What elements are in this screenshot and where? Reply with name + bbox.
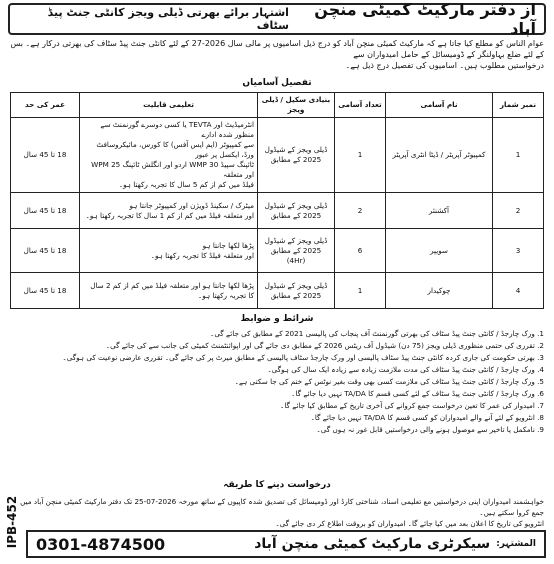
header-box [8, 0, 546, 38]
rule-item: 3. بھرتی حکومت کی جاری کردہ کانٹی جنٹ پیڈ سٹاف پالیسی اور ورک چارجڈ سٹاف پالیسی کے مطابق میرٹ پر کی جائے گی۔ تقرری عارضی نوعیت کی ہوگی۔ [62, 353, 544, 362]
row-pay [258, 273, 335, 309]
header-qualification: تعلیمی قابلیت [80, 93, 258, 118]
row-count: 1 [335, 118, 386, 193]
row-age: 18 تا 45 سال [11, 118, 80, 193]
rule-item: 1. ورک چارجڈ / کانٹی جنٹ پیڈ سٹاف کی بھرتی گورنمنٹ آف پنجاب کی پالیسی 2021 کے مطابق کی جائے گی۔ [210, 329, 544, 338]
row-no: 2 [493, 193, 544, 229]
table-row [11, 118, 544, 193]
advertiser-label: المشتہر: [496, 539, 536, 549]
rule-item: 7. امیدوار کی عمر کا تعین درخواست جمع کروانے کی آخری تاریخ کے مطابق کیا جائے گا۔ [280, 401, 544, 410]
rule-item: 9. نامکمل یا تاخیر سے موصول ہونے والی درخواستیں قابل غور نہ ہوں گی۔ [316, 425, 544, 434]
pay-line: ڈیلی ویجز کے شیڈول [264, 235, 328, 245]
row-count: 1 [335, 273, 386, 309]
pay-line: (4Hr) [286, 255, 306, 265]
header-no: نمبر شمار [493, 93, 544, 118]
header-age: عمر کی حد [11, 93, 80, 118]
row-count: 2 [335, 193, 386, 229]
secretary-name: سیکرٹری مارکیٹ کمیٹی منچن آباد [254, 536, 491, 552]
row-no: 1 [493, 118, 544, 193]
row-pay [258, 229, 335, 273]
pay-line: 2025 کے مطابق [270, 290, 322, 300]
row-post: کمپیوٹر آپریٹر / ڈیٹا انٹری آپریٹر [386, 118, 493, 193]
row-qualification [80, 193, 258, 229]
rules-list [10, 328, 544, 436]
side-code [4, 486, 20, 558]
table-row [11, 273, 544, 309]
row-age: 18 تا 45 سال [11, 193, 80, 229]
office-title: از دفتر مارکیٹ کمیٹی منچن آباد [314, 0, 536, 38]
apply-instructions [10, 496, 544, 529]
intro-line: درخواستیں مطلوب ہیں۔ اسامیوں کی تفصیل درج ذیل ہے۔ [345, 61, 544, 70]
row-pay [258, 193, 335, 229]
posts-table [10, 92, 544, 309]
row-no: 3 [493, 229, 544, 273]
row-qualification [80, 118, 258, 193]
side-code-text: IPB-452 [5, 495, 19, 549]
rule-item: 2. تقرری کی حتمی منظوری ڈیلی ویجز (75 دن) شیڈول آف ریٹس 2026 کے مطابق دی جائے گی اور اپوائنٹمنٹ کمیٹی کی جانب سے کی جائے گی۔ [105, 341, 544, 350]
header-pay: بنیادی سکیل / ڈیلی ویجز [258, 93, 335, 118]
footer-box [26, 530, 546, 558]
table-title: تفصیل آسامیاں [242, 78, 312, 88]
qual-line: سے کمپیوٹر (ایم ایس آفس) کا کورس، مائیکروسافٹ ورڈ، ایکسل پر عبور [96, 140, 254, 159]
row-age: 18 تا 45 سال [11, 229, 80, 273]
qual-line: اور متعلقہ فیلڈ کا تجربہ رکھتا ہو۔ [150, 250, 254, 260]
qual-line: انٹرمیڈیٹ اور TEVTA یا کسی دوسرے گورنمنٹ سے منظور شدہ ادارے [100, 120, 254, 139]
apply-line: انٹرویو کی تاریخ کا اعلان بعد میں کیا جائے گا۔ امیدواران کو بروقت اطلاع کر دی جائے گی۔ [275, 519, 544, 528]
row-post: سویپر [386, 229, 493, 273]
rule-item: 8. انٹرویو کے لئے آنے والے امیدواران کو کسی قسم کا TA/DA نہیں دیا جائے گا۔ [310, 413, 544, 422]
row-qualification [80, 273, 258, 309]
table-row [11, 229, 544, 273]
pay-line: 2025 کے مطابق [270, 245, 322, 255]
qual-line: اور متعلقہ فیلڈ میں کم از کم 1 سال کا تجربہ رکھتا ہو۔ [85, 210, 254, 220]
row-post: آکشنئر [386, 193, 493, 229]
row-no: 4 [493, 273, 544, 309]
header-post: نام آسامی [386, 93, 493, 118]
pay-line: ڈیلی ویجز کے شیڈول [264, 280, 328, 290]
apply-line: خواہشمند امیدواران اپنی درخواستیں مع تعلیمی اسناد، شناختی کارڈ اور ڈومیسائل کی تصدیق شدہ کاپیوں کے ساتھ مورخہ 2026-07-25 تک دفتر مارکیٹ کمیٹی منچن آباد میں جمع کروا سکتے ہیں۔ [20, 497, 544, 517]
row-count: 6 [335, 229, 386, 273]
pay-line: 2025 کے مطابق [270, 155, 322, 164]
phone-number: 0301-4874500 [36, 534, 166, 554]
pay-line: 2025 کے مطابق [270, 210, 322, 220]
qual-line: ٹائپنگ سپیڈ 30 WMP اردو اور انگلش ٹائپنگ 25 WPM اور متعلقہ [91, 160, 254, 179]
header-count: تعداد آسامی [335, 93, 386, 118]
rule-item: 5. ورک چارجڈ / کانٹی جنٹ پیڈ سٹاف کی ملازمت کسی بھی وقت بغیر نوٹس کے ختم کی جا سکتی ہے۔ [234, 377, 544, 386]
qual-line: پڑھا لکھا جانتا ہو [202, 240, 254, 250]
advertiser-block [254, 536, 536, 552]
table-header-row [11, 93, 544, 118]
apply-title: درخواست دینے کا طریقہ [223, 480, 331, 490]
rule-item: 4. ورک چارجڈ / کانٹی جنٹ پیڈ سٹاف کی مدت ملازمت زیادہ سے زیادہ ایک سال کی ہوگی۔ [267, 365, 544, 374]
rule-item: 6. ورک چارجڈ / کانٹی جنٹ پیڈ سٹاف کے لئے کسی قسم کا TA/DA نہیں دیا جائے گا۔ [291, 389, 544, 398]
row-post: چوکیدار [386, 273, 493, 309]
qual-line: میٹرک / سکینڈ ڈویژن اور کمپیوٹر جانتا ہو [129, 200, 254, 210]
qual-line: فیلڈ میں کم از کم 5 سال کا تجربہ رکھتا ہو۔ [118, 180, 254, 189]
advert-title: اشتہار برائے بھرتی ڈیلی ویجز کانٹی جنٹ پیڈ سٹاف [47, 6, 289, 32]
row-pay [258, 118, 335, 193]
rules-title: شرائط و ضوابط [240, 314, 314, 324]
table-row [11, 193, 544, 229]
pay-line: ڈیلی ویجز کے شیڈول [264, 145, 328, 154]
pay-line: ڈیلی ویجز کے شیڈول [264, 200, 328, 210]
intro-line: عوام الناس کو مطلع کیا جاتا ہے کہ مارکیٹ کمیٹی منچن آباد کو درج ذیل اسامیوں پر مالی سال 2026-27 کے لئے کانٹی جنٹ پیڈ سٹاف کی بھرتی درکار ہے۔ بس کے لئے ضلع بہاولنگر کے ڈومیسائل کے حامل امیدواران سے [10, 39, 544, 59]
row-qualification [80, 229, 258, 273]
row-age: 18 تا 45 سال [11, 273, 80, 309]
qual-line: پڑھا لکھا جانتا ہو اور متعلقہ فیلڈ میں کم از کم 2 سال کا تجربہ رکھتا ہو۔ [90, 280, 254, 300]
intro-paragraph [10, 38, 544, 71]
